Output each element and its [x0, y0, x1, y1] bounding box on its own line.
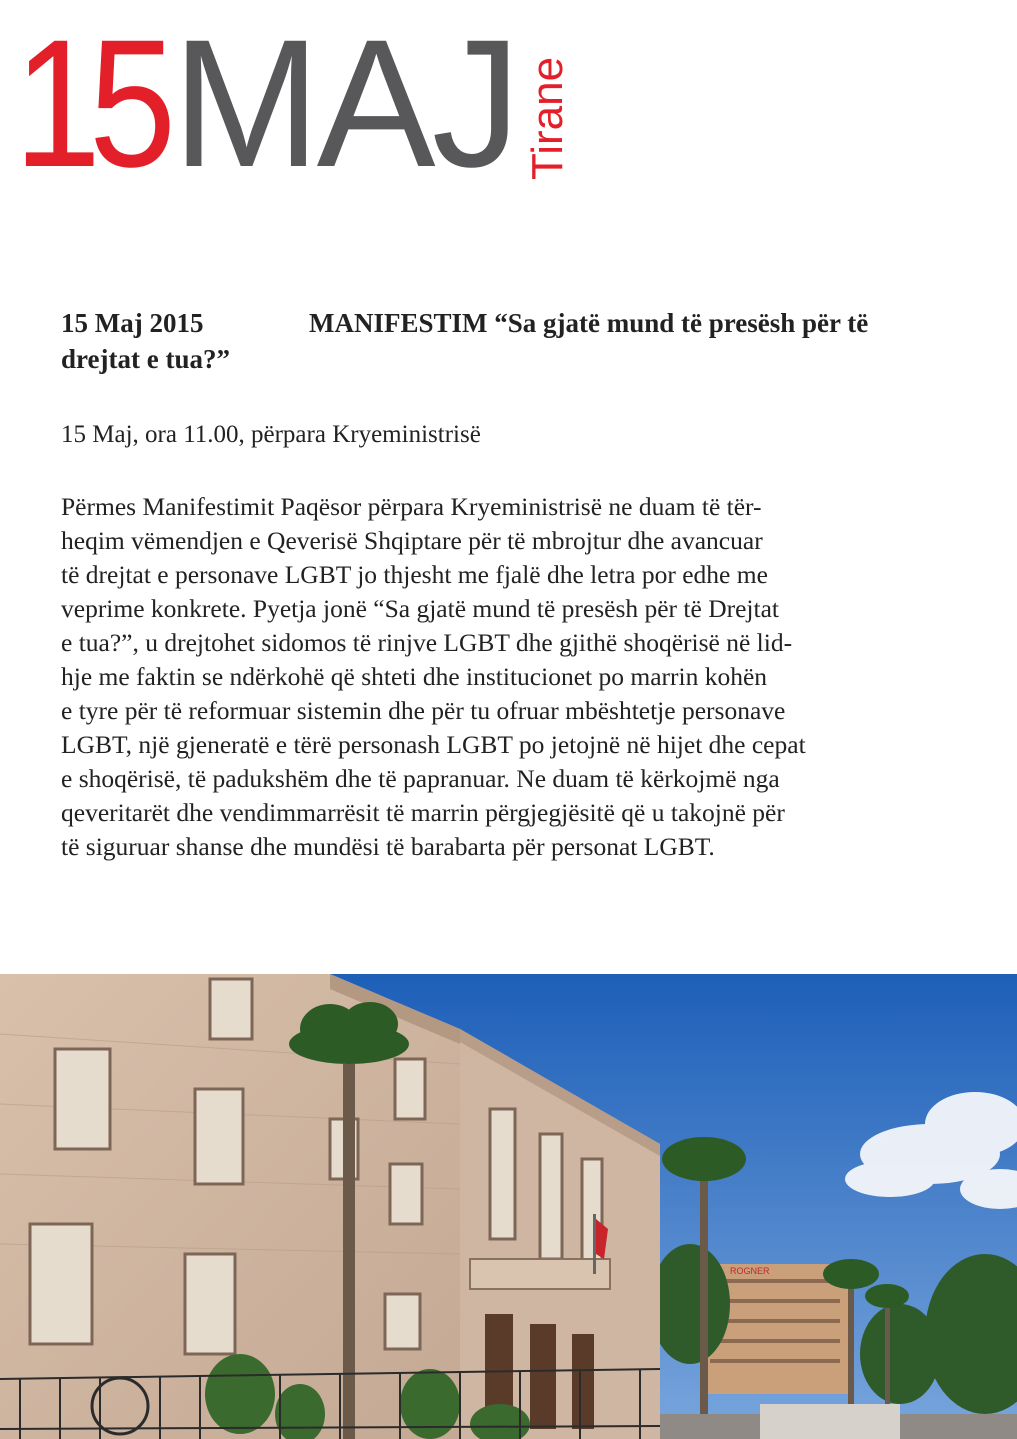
logo-city: Tirane [523, 56, 572, 180]
body-line: hje me faktin se ndërkohë që shteti dhe institucionet po marrin kohën [61, 662, 768, 691]
body-line: LGBT, një gjeneratë e tërë personash LGBT po jetojnë në hijet dhe cepat [61, 730, 806, 759]
hotel-sign: ROGNER [730, 1266, 770, 1276]
body-line: të drejtat e personave LGBT jo thjesht me fjalë dhe letra por edhe me [61, 560, 768, 589]
government-building-photo [0, 974, 1017, 1439]
body-line: Përmes Manifestimit Paqësor përpara Kryeministrisë ne duam të tër- [61, 492, 762, 521]
body-line: e shoqërisë, të padukshëm dhe të papranuar. Ne duam të kërkojmë nga [61, 764, 780, 793]
event-logo [14, 1, 574, 205]
event-heading [61, 305, 941, 377]
body-paragraph [61, 490, 951, 864]
body-line: veprime konkrete. Pyetja jonë “Sa gjatë mund të presësh për të Drejtat [61, 594, 779, 623]
event-title-continued: drejtat e tua?” [61, 344, 230, 374]
body-line: e tyre për të reformuar sistemin dhe për tu ofruar mbështetje personave [61, 696, 786, 725]
logo-number: 15 [14, 1, 165, 205]
logo-word: MAJ [172, 1, 517, 205]
event-title: MANIFESTIM “Sa gjatë mund të presësh për të [309, 308, 869, 338]
body-line: e tua?”, u drejtohet sidomos të rinjve LGBT dhe gjithë shoqërisë në lid- [61, 628, 793, 657]
body-line: qeveritarët dhe vendimmarrësit të marrin përgjegjësitë që u takojnë për [61, 798, 785, 827]
body-line: heqim vëmendjen e Qeverisë Shqiptare për të mbrojtur dhe avancuar [61, 526, 763, 555]
body-line: të siguruar shanse dhe mundësi të barabarta për personat LGBT. [61, 832, 715, 861]
event-date: 15 Maj 2015 [61, 308, 204, 338]
event-time-place: 15 Maj, ora 11.00, përpara Kryeministrisë [61, 421, 481, 448]
